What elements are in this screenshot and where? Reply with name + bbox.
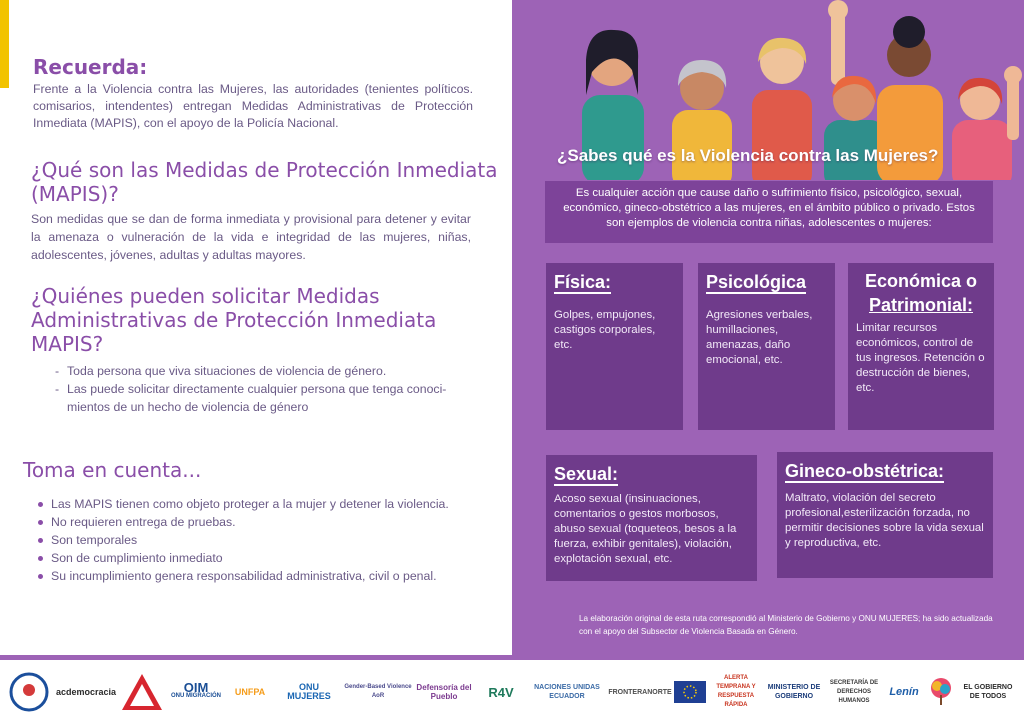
category-description: Golpes, empujones, castigos corporales, etc. [554, 309, 656, 351]
category-sexual [546, 455, 757, 581]
mapis-heading: ¿Qué son las Medidas de Protección Inmediata (MAPIS)? [31, 158, 498, 206]
category-description: Maltrato, violación del secreto profesional,esterilización forzada, no permitir decisiones sobre la vida sexual y reproductiva, etc. [785, 492, 984, 549]
eu-flag-icon [672, 666, 708, 718]
quien-heading: ¿Quiénes pueden solicitar Medidas Administrativas de Protección Inmediata MAPIS? [31, 284, 437, 356]
category-fisica [546, 263, 683, 430]
recuerda-heading: Recuerda: [33, 55, 148, 79]
recuerda-text: Frente a la Violencia contra las Mujeres, las autoridades (tenientes políticos. comisarios, intendentes) entregan Medidas Administrativas de Protección Inmediata (MAPIS), con el apoyo de la Policía Nacional. [33, 82, 473, 130]
credit-note: La elaboración original de esta ruta correspondió al Ministerio de Gobierno y ONU MUJERES; ha sido actualizada con el apoyo del Subsector de Violencia Basada en Género. [579, 614, 993, 636]
list-item: Son de cumplimiento inmediato [38, 549, 498, 567]
logo-gobierno-de-todos: EL GOBIERNO DE TODOS [963, 684, 1013, 700]
violencia-definition-box [545, 181, 993, 243]
logo-r4v: R4V [488, 684, 514, 700]
toma-heading: Toma en cuenta... [23, 458, 202, 482]
logo-oim: OIM ONU MIGRACIÓN [171, 680, 221, 699]
logo-derechos-humanos: SECRETARÍA DE DERECHOS HUMANOS [829, 679, 879, 704]
mapis-text: Son medidas que se dan de forma inmediata y provisional para detener y evitar la amenaza o vulneración de la vida e integridad de las mujeres, niñas, adolescentes, jóvenes, adultas y adultas mayores. [31, 212, 471, 262]
partner-logos-footer [0, 660, 1024, 725]
logo-naciones-unidas: NACIONES UNIDAS ECUADOR [534, 684, 600, 700]
category-title: Gineco-obstétrica: [785, 461, 945, 481]
logo-acdemocracia: acdemocracia [55, 686, 117, 697]
category-title: Patrimonial: [868, 295, 974, 315]
red-triangle-logo-icon [118, 666, 166, 718]
list-item: No requieren entrega de pruebas. [38, 513, 498, 531]
logo-onu-mujeres: ONU MUJERES [287, 682, 331, 701]
tree-logo-icon [926, 666, 956, 718]
logo-defensoria: Defensoría del Pueblo [416, 683, 472, 701]
category-psicologica [698, 263, 835, 430]
violencia-heading: ¿Sabes qué es la Violencia contra las Mujeres? [557, 146, 939, 165]
logo-frontera-norte: FRONTERANORTE [608, 688, 672, 696]
category-economica [848, 263, 994, 430]
list-item: Son temporales [38, 531, 498, 549]
list-item: - Las puede solicitar directamente cualquier persona que tenga conoci-mientos de un hecho de violencia de género [55, 380, 485, 416]
category-gineco [777, 452, 993, 578]
category-title: Sexual: [554, 464, 619, 484]
toma-list [38, 495, 498, 585]
category-description: Acoso sexual (insinuaciones, comentarios o gestos morbosos, abuso sexual (toqueteos, besos a la fuerza, exhibir genitales), violación, explotación sexual, etc. [554, 493, 737, 565]
violencia-definition: Es cualquier acción que cause daño o sufrimiento físico, psicológico, sexual, económico, gineco-obstétrico a las mujeres, en el ámbito público o privado. Estos son ejemplos de violencia contra niñas, adolescentes o mujeres: [563, 187, 975, 229]
category-title: Psicológica [706, 272, 807, 292]
logo-lenin: Lenín [889, 685, 919, 698]
category-description: Agresiones verbales, humillaciones, amenazas, daño emocional, etc. [706, 309, 813, 366]
list-item: - Toda persona que viva situaciones de violencia de género. [55, 362, 485, 380]
logo-ministerio-gobierno: MINISTERIO DE GOBIERNO [767, 684, 821, 700]
logo-alerta-temprana: ALERTA TEMPRANA Y RESPUESTA RÁPIDA [716, 675, 756, 708]
violence-info-panel [512, 0, 1024, 655]
list-item: Las MAPIS tienen como objeto proteger a la mujer y detener la violencia. [38, 495, 498, 513]
quien-list [55, 362, 485, 416]
logo-gbv-aor: Gender-Based Violence AoR [344, 684, 412, 699]
circle-seal-icon [8, 666, 50, 718]
yellow-accent-bar [0, 0, 9, 88]
category-title: Física: [554, 272, 612, 292]
category-description: Limitar recursos económicos, control de tus ingresos. Retención o destrucción de bienes, etc. [856, 322, 985, 394]
category-title: Económica o [864, 271, 978, 291]
logo-unfpa: UNFPA [234, 686, 266, 697]
list-item: Su incumplimiento genera responsabilidad administrativa, civil o penal. [38, 567, 498, 585]
